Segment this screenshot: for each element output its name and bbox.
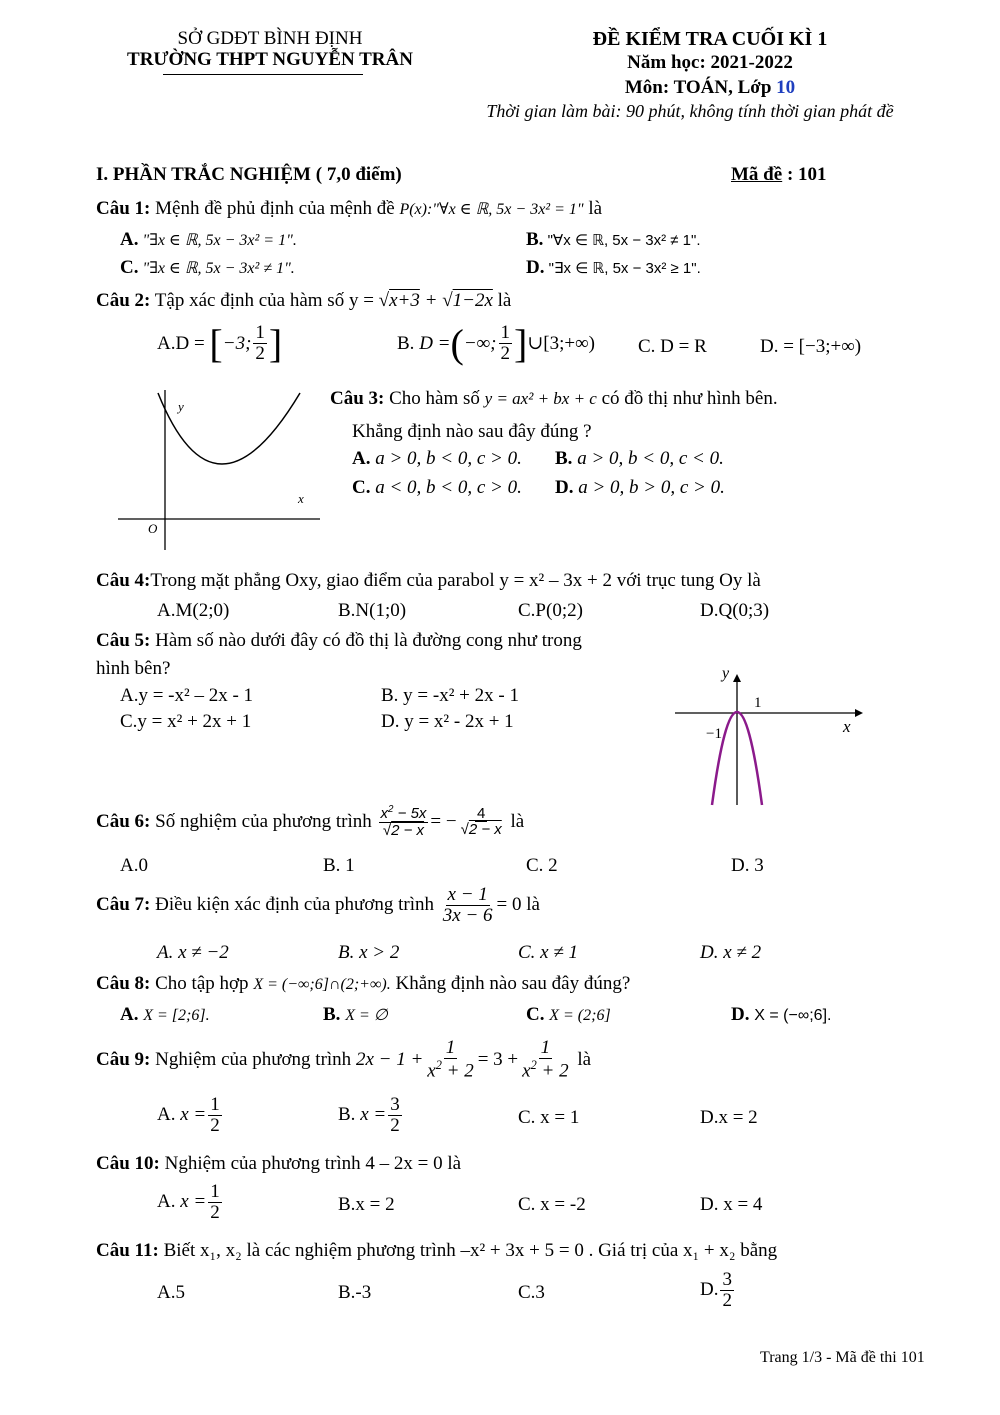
question-8 (96, 973, 630, 995)
q5-option-c[interactable]: C.y = x² + 2x + 1 (120, 711, 252, 732)
q8-option-a[interactable] (120, 1004, 210, 1026)
q2-option-d[interactable]: D. = [−3;+∞) (760, 336, 862, 357)
question-4 (96, 570, 761, 592)
header-divider (163, 74, 363, 75)
q5-x-arrow (855, 709, 863, 717)
q8-a-text: X = [2;6]. (143, 1007, 210, 1024)
q3-d-key: D. (555, 477, 574, 498)
q3-option-c[interactable] (352, 477, 522, 499)
q3-c-text: a < 0, b < 0, c > 0. (375, 477, 522, 498)
q4-option-a[interactable]: A.M(2;0) (157, 600, 230, 621)
q11-d-key: D. (700, 1279, 719, 1301)
q6-label: Câu 6: (96, 810, 151, 832)
subject-line (510, 77, 910, 99)
question-2 (96, 290, 511, 312)
q7-end: là (526, 894, 540, 916)
q9-b-key: B. (338, 1104, 356, 1126)
q1-option-c[interactable] (120, 257, 295, 279)
q11-option-b[interactable]: B.-3 (338, 1282, 372, 1303)
q10-label: Câu 10: (96, 1153, 160, 1174)
exam-code (731, 164, 827, 186)
q1-option-b[interactable] (526, 229, 701, 251)
q11-option-a[interactable]: A.5 (157, 1282, 185, 1303)
q9-option-b[interactable]: B. x = $\frac{3}{2}$ (338, 1094, 400, 1136)
q3-a-key: A. (352, 448, 371, 469)
q6-fraction-right: $\frac{4}{√2 - x}$ (460, 804, 502, 839)
q3-origin-label: O (148, 521, 158, 536)
bracket-left: [ (209, 321, 223, 366)
q4-text: Trong mặt phẳng Oxy, giao điểm của parabol y = x² – 3x + 2 với trục tung Oy là (150, 570, 761, 591)
q8-text: Cho tập hợp (155, 973, 249, 994)
q6-end: là (510, 810, 525, 832)
q10-option-a[interactable]: A. x = $\frac{1}{2}$ (157, 1181, 220, 1223)
q3-b-text: a > 0, b < 0, c < 0. (577, 448, 724, 469)
subject-prefix: Môn: TOÁN, Lớp (624, 77, 777, 98)
q10-a-key: A. (157, 1191, 176, 1213)
q4-option-d[interactable]: D.Q(0;3) (700, 600, 770, 621)
question-9: Câu 9: Nghiệm của phương trình 2x − 1 + $\frac{1}{x^2 + 2}$ = 3 + $\frac{1}{x^2 + 2}$ là (96, 1037, 592, 1082)
q3-text2: có đồ thị như hình bên. (601, 388, 778, 409)
q1-a-key: A. (120, 229, 139, 250)
q5-text: Hàm số nào dưới đây có đồ thị là đường cong như trong (155, 630, 582, 651)
q1-a-text: "∃x ∈ ℝ, 5x − 3x² = 1". (142, 232, 297, 249)
grade-number: 10 (776, 77, 796, 98)
question-6: Câu 6: Số nghiệm của phương trình $\frac{x^2 - 5x}{√2 - x}$ = − $\frac{4}{√2 - x}$ là (96, 804, 525, 839)
q9-a-key: A. (157, 1104, 176, 1126)
q3-graph (110, 385, 330, 555)
q3-option-a[interactable] (352, 448, 522, 470)
q11-option-d[interactable]: D. $\frac{3}{2}$ (700, 1269, 732, 1311)
q8-c-key: C. (526, 1004, 545, 1025)
q8-c-text: X = (2;6] (549, 1007, 611, 1024)
q3-b-key: B. (555, 448, 573, 469)
q7-label: Câu 7: (96, 894, 151, 916)
q5-minus-one-label: −1 (706, 726, 722, 742)
question-7: Câu 7: Điều kiện xác định của phương trình $\frac{x - 1}{3x - 6}$ = 0 là (96, 884, 540, 926)
q2-a-text: A.D = (157, 332, 205, 354)
q1-expr: P(x):"∀x ∈ ℝ, 5x − 3x² = 1" (399, 201, 584, 218)
q8-d-key: D. (731, 1004, 750, 1025)
q1-text: Mệnh đề phủ định của mệnh đề (155, 198, 395, 219)
q5-option-b[interactable]: B. y = -x² + 2x - 1 (381, 685, 519, 706)
question-1 (96, 198, 602, 220)
q10-option-c[interactable]: C. x = -2 (518, 1194, 586, 1215)
q9-option-d[interactable]: D.x = 2 (700, 1107, 758, 1128)
q3-label: Câu 3: (330, 388, 385, 409)
q10-text: Nghiệm của phương trình 4 – 2x = 0 là (164, 1153, 462, 1174)
q2-b-key: B. (397, 332, 415, 354)
dept-name: SỞ GDĐT BÌNH ĐỊNH (177, 28, 363, 49)
q2-option-c[interactable]: C. D = R (638, 336, 707, 357)
q8-option-d[interactable] (731, 1004, 831, 1026)
q1-c-text: "∃x ∈ ℝ, 5x − 3x² ≠ 1". (142, 260, 295, 277)
q9-fraction-right: $\frac{1}{x^2 + 2}$ (522, 1037, 569, 1082)
q8-expr: X = (−∞;6]∩(2;+∞). (253, 976, 391, 993)
q8-option-c[interactable] (526, 1004, 611, 1026)
q3-c-key: C. (352, 477, 371, 498)
q1-end: là (588, 198, 603, 219)
q1-label: Câu 1: (96, 198, 151, 219)
q5-graph (670, 660, 870, 810)
q9-option-a[interactable]: A. x = $\frac{1}{2}$ (157, 1094, 220, 1136)
q1-d-text: "∃x ∈ ℝ, 5x − 3x² ≥ 1". (548, 260, 701, 277)
q2-radical: √x+3 + √1−2x (378, 290, 493, 311)
q7-option-a[interactable]: A. x ≠ −2 (157, 942, 229, 963)
q1-b-key: B. (526, 229, 544, 250)
bracket-right: ] (268, 321, 283, 366)
q5-x-label: x (843, 717, 851, 736)
q11-text: Biết x₁, x₂ là các nghiệm phương trình –x² + 3x + 5 = 0 . Giá trị của x₁ + x₂ bằng (163, 1240, 778, 1261)
q1-option-a[interactable] (120, 229, 297, 251)
q5-y-arrow (733, 674, 741, 682)
q6-option-c[interactable]: C. 2 (526, 855, 558, 876)
q5-y-label: y (722, 665, 730, 682)
q5-label: Câu 5: (96, 630, 151, 651)
exam-code-value: : 101 (782, 164, 827, 185)
q7-option-c[interactable]: C. x ≠ 1 (518, 942, 579, 963)
q3-prompt: Khẳng định nào sau đây đúng ? (352, 421, 592, 442)
q10-option-d[interactable]: D. x = 4 (700, 1194, 763, 1215)
q3-option-d[interactable] (555, 477, 725, 499)
q8-b-key: B. (323, 1004, 341, 1025)
school-name: TRƯỜNG THPT NGUYỄN TRÂN (127, 49, 413, 70)
q6-option-d[interactable]: D. 3 (731, 855, 764, 876)
q2-label: Câu 2: (96, 290, 151, 311)
q6-option-a[interactable]: A.0 (120, 855, 148, 876)
q8-label: Câu 8: (96, 973, 151, 994)
q6-option-b[interactable]: B. 1 (323, 855, 355, 876)
q8-d-text: X = (−∞;6]. (754, 1007, 832, 1024)
q5-text-2: hình bên? (96, 658, 171, 679)
q7-option-b[interactable]: B. x > 2 (338, 942, 400, 963)
q9-label: Câu 9: (96, 1048, 151, 1070)
question-3 (330, 388, 778, 410)
q3-y-label: y (178, 399, 184, 414)
q5-option-a[interactable]: A.y = -x² – 2x - 1 (120, 685, 254, 706)
question-10 (96, 1153, 461, 1175)
q1-option-d[interactable] (526, 257, 701, 279)
q2-end: là (497, 290, 512, 311)
school-year: Năm học: 2021-2022 (627, 52, 793, 73)
q3-text: Cho hàm số (389, 388, 480, 409)
question-11 (96, 1240, 777, 1262)
q9-text: Nghiệm của phương trình (155, 1048, 352, 1070)
q4-label: Câu 4: (96, 570, 151, 591)
exam-title: ĐỀ KIỂM TRA CUỐI KÌ 1 (592, 28, 828, 50)
q8-b-text: X = ∅ (345, 1007, 388, 1024)
q7-fraction: $\frac{x - 1}{3x - 6}$ (442, 884, 493, 926)
q4-option-b[interactable]: B.N(1;0) (338, 600, 407, 621)
q10-option-b[interactable]: B.x = 2 (338, 1194, 395, 1215)
q3-option-b[interactable] (555, 448, 724, 470)
section-title: I. PHẦN TRẮC NGHIỆM ( 7,0 điểm) (96, 164, 402, 185)
q1-b-text: "∀x ∈ ℝ, 5x − 3x² ≠ 1". (547, 232, 701, 249)
q2-text: Tập xác định của hàm số y = (154, 290, 374, 311)
exam-code-label: Mã đề (731, 164, 783, 185)
q7-text: Điều kiện xác định của phương trình (155, 894, 435, 916)
q4-option-c[interactable]: C.P(0;2) (518, 600, 583, 621)
q7-option-d[interactable]: D. x ≠ 2 (700, 942, 762, 963)
q9-option-c[interactable]: C. x = 1 (518, 1107, 580, 1128)
q6-fraction-left: $\frac{x^2 - 5x}{√2 - x}$ (380, 804, 427, 839)
exam-time: Thời gian làm bài: 90 phút, không tính thời gian phát đề (486, 101, 894, 121)
q1-c-key: C. (120, 257, 139, 278)
q2-option-b[interactable]: B. D = ( −∞; $\frac{1}{2}$ ] ∪[3;+∞) (397, 321, 595, 366)
q8-text2: Khẳng định nào sau đây đúng? (395, 973, 631, 994)
q9-end: là (577, 1048, 592, 1070)
q11-option-c[interactable]: C.3 (518, 1282, 545, 1303)
q2-option-a[interactable]: A.D = [ −3; $\frac{1}{2}$ ] (157, 321, 283, 366)
q1-d-key: D. (526, 257, 545, 278)
q8-option-b[interactable] (323, 1004, 388, 1026)
q8-a-key: A. (120, 1004, 139, 1025)
question-5 (96, 630, 582, 652)
q3-d-text: a > 0, b > 0, c > 0. (578, 477, 725, 498)
page-footer: Trang 1/3 - Mã đề thi 101 (760, 1349, 925, 1366)
q3-x-label: x (298, 491, 304, 506)
q6-text: Số nghiệm của phương trình (155, 810, 372, 832)
q5-one-label: 1 (754, 695, 762, 711)
q9-fraction-left: $\frac{1}{x^2 + 2}$ (427, 1037, 474, 1082)
q3-expr: y = ax² + bx + c (484, 389, 597, 408)
q3-a-text: a > 0, b < 0, c > 0. (375, 448, 522, 469)
q5-option-d[interactable]: D. y = x² - 2x + 1 (381, 711, 514, 732)
q11-label: Câu 11: (96, 1240, 159, 1261)
